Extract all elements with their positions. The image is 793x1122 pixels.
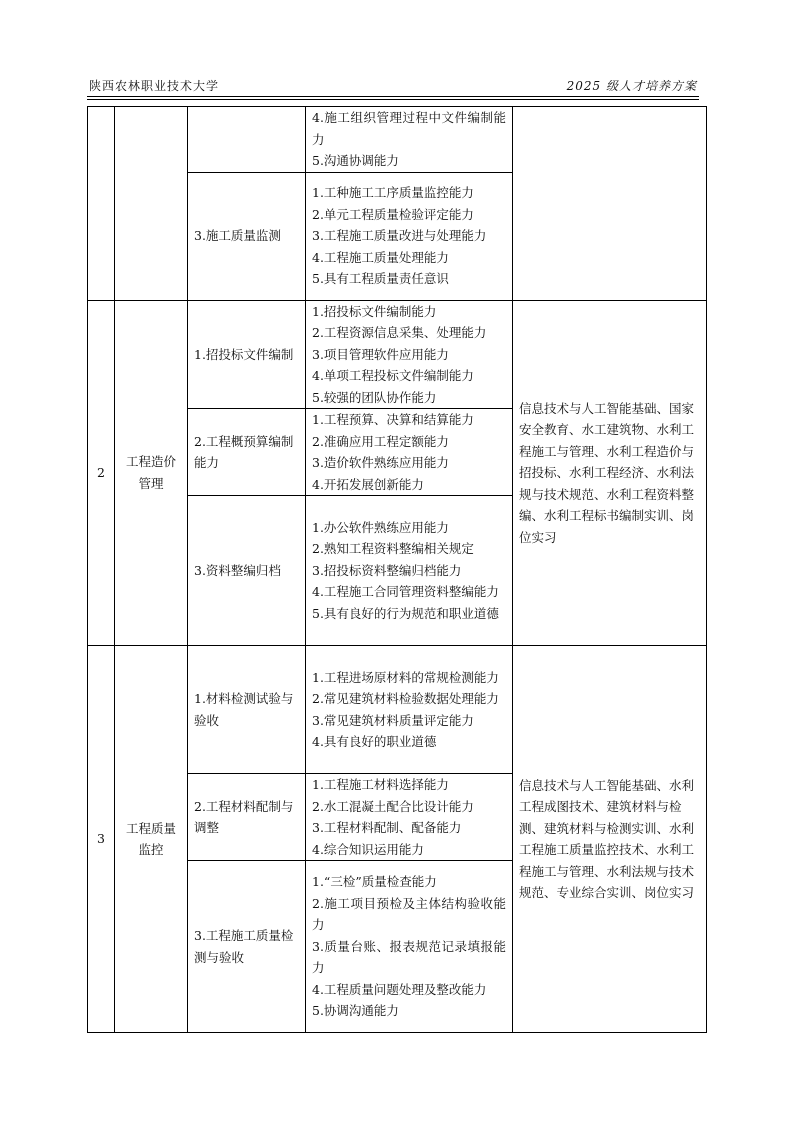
ability-item: 5.协调沟通能力: [312, 1003, 399, 1019]
task-cell: 1.招投标文件编制: [188, 300, 306, 409]
table-row: [88, 300, 707, 409]
ability-item: 2.准确应用工程定额能力: [312, 433, 449, 449]
table-row: [88, 107, 707, 173]
task-cell: 2.工程材料配制与调整: [188, 774, 306, 861]
page-header: [87, 76, 699, 96]
ability-item: 4.工程施工合同管理资料整编能力: [312, 584, 499, 600]
ability-item: 1.“三检”质量检查能力: [312, 874, 437, 890]
ability-cell: [306, 496, 513, 646]
ability-item: 1.工程进场原材料的常规检测能力: [312, 669, 499, 685]
task-cell: 1.材料检测试验与验收: [188, 646, 306, 774]
ability-item: 4.工程施工质量处理能力: [312, 249, 449, 265]
ability-item: 2.熟知工程资料整编相关规定: [312, 541, 474, 557]
work-area-cell: 工程质量监控: [115, 646, 188, 1033]
header-school-name: 陕西农林职业技术大学: [89, 79, 220, 93]
ability-item: 4.单项工程投标文件编制能力: [312, 368, 474, 383]
table-row: [88, 646, 707, 774]
ability-item: 3.造价软件熟练应用能力: [312, 455, 449, 470]
group-number-cell: 3: [88, 646, 115, 1033]
ability-item: 4.具有良好的职业道德: [312, 734, 437, 749]
ability-item: 1.招投标文件编制能力: [312, 303, 437, 319]
ability-item: 5.较强的团队协作能力: [312, 389, 437, 405]
work-area-cell: 工程造价管理: [115, 300, 188, 646]
ability-item: 3.工程施工质量改进与处理能力: [312, 228, 487, 244]
ability-item: 1.工程施工材料选择能力: [312, 777, 449, 792]
ability-cell: [306, 172, 513, 300]
ability-item: 3.工程材料配制、配备能力: [312, 820, 462, 835]
task-cell: 3.资料整编归档: [188, 496, 306, 646]
ability-item: 5.沟通协调能力: [312, 153, 399, 168]
course-cell: 信息技术与人工智能基础、国家安全教育、水工建筑物、水利工程施工与管理、水利工程造价与招投标、水利工程经济、水利法规与技术规范、水利工程资料整编、水利工程标书编制实训、岗位实习: [513, 300, 707, 646]
ability-item: 3.项目管理软件应用能力: [312, 346, 449, 362]
ability-item: 5.具有良好的行为规范和职业道德: [312, 605, 499, 621]
ability-item: 2.常见建筑材料检验数据处理能力: [312, 691, 499, 706]
ability-item: 4.施工组织管理过程中文件编制能力: [312, 110, 506, 147]
ability-item: 3.质量台账、报表规范记录填报能力: [312, 938, 506, 976]
ability-cell: [306, 409, 513, 496]
ability-item: 2.施工项目预检及主体结构验收能力: [312, 895, 506, 933]
task-cell: [188, 107, 306, 173]
ability-cell: [306, 861, 513, 1033]
ability-item: 4.综合知识运用能力: [312, 841, 424, 857]
training-plan-table: [87, 106, 707, 1033]
ability-cell: [306, 774, 513, 861]
ability-item: 2.水工混凝土配合比设计能力: [312, 798, 474, 814]
ability-item: 2.单元工程质量检验评定能力: [312, 206, 474, 222]
ability-item: 1.办公软件熟练应用能力: [312, 519, 449, 535]
ability-item: 4.工程质量问题处理及整改能力: [312, 981, 487, 997]
ability-item: 4.开拓发展创新能力: [312, 476, 424, 492]
course-cell: 信息技术与人工智能基础、水利工程成图技术、建筑材料与检测、建筑材料与检测实训、水利工程施工质量监控技术、水利工程施工与管理、水利法规与技术规范、专业综合实训、岗位实习: [513, 646, 707, 1033]
ability-item: 3.常见建筑材料质量评定能力: [312, 712, 474, 728]
ability-cell: [306, 300, 513, 409]
ability-cell: [306, 107, 513, 173]
ability-item: 5.具有工程质量责任意识: [312, 271, 449, 287]
task-cell: 3.工程施工质量检测与验收: [188, 861, 306, 1033]
ability-item: 1.工程预算、决算和结算能力: [312, 412, 474, 427]
group-number-cell: [88, 107, 115, 301]
header-rule-thick: [87, 96, 699, 97]
ability-cell: [306, 646, 513, 774]
course-cell: [513, 107, 707, 301]
task-cell: 3.施工质量监测: [188, 172, 306, 300]
ability-item: 2.工程资源信息采集、处理能力: [312, 325, 487, 340]
header-document-title: 2025 级人才培养方案: [566, 79, 697, 93]
header-rule-thin: [87, 99, 699, 100]
work-area-cell: [115, 107, 188, 301]
group-number-cell: 2: [88, 300, 115, 646]
ability-item: 3.招投标资料整编归档能力: [312, 562, 462, 578]
task-cell: 2.工程概预算编制能力: [188, 409, 306, 496]
ability-item: 1.工种施工工序质量监控能力: [312, 185, 474, 201]
